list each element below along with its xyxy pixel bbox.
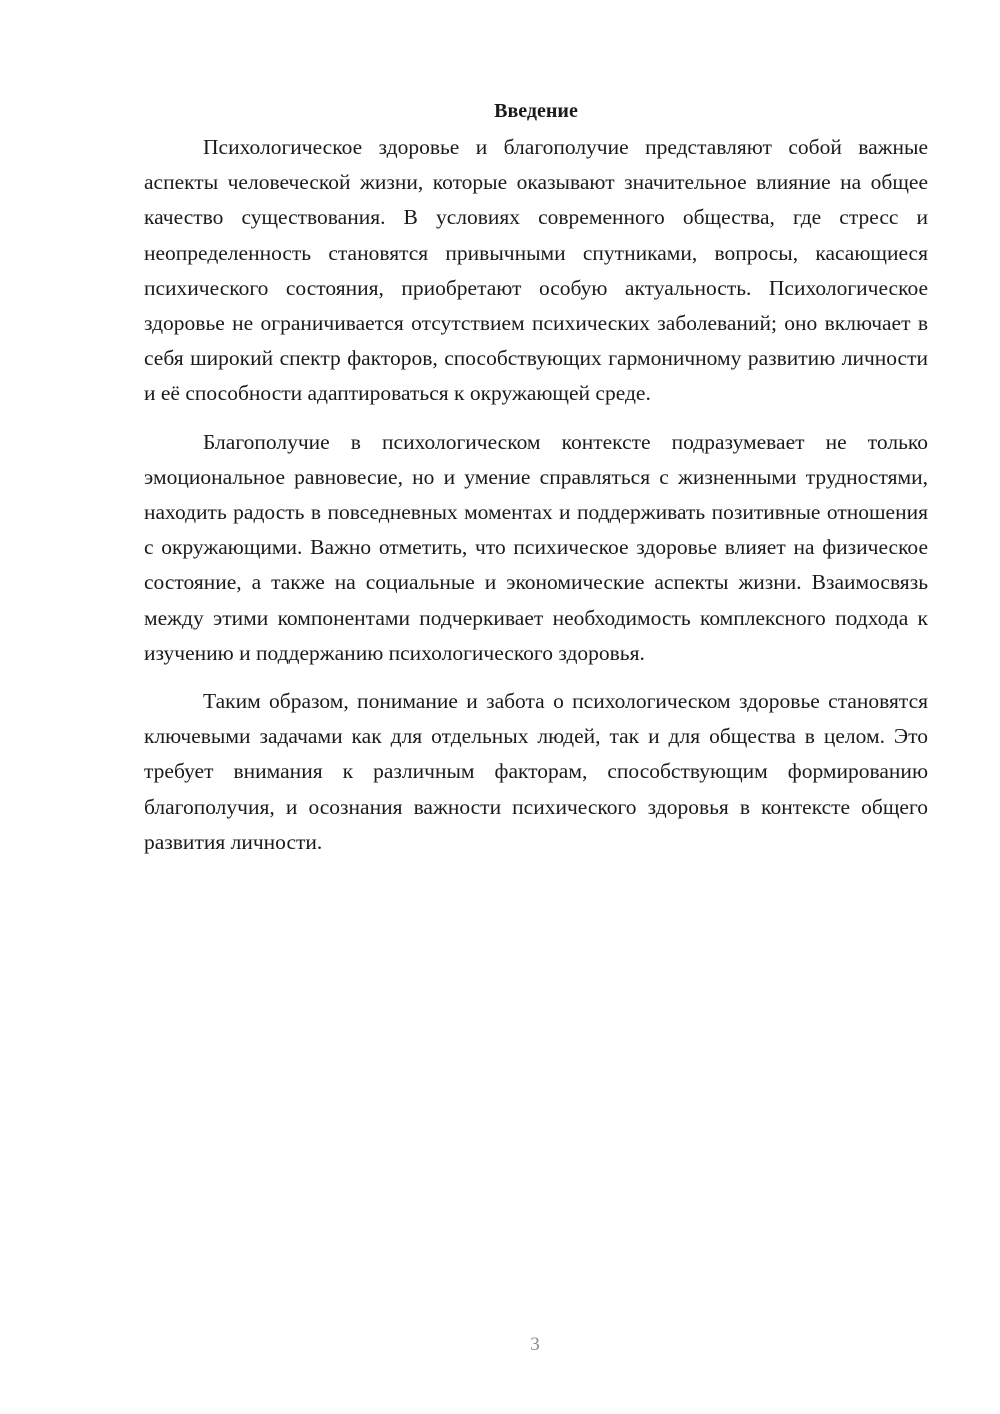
paragraph-1: Психологическое здоровье и благополучие представляют собой важные аспекты человеческой жизни, которые оказывают значительное влияние на общее качество существования. В условиях современного общества, где стресс и неопределенность становятся привычными спутниками, вопросы, касающиеся психического состояния, приобретают особую актуальность. Психологическое здоровье не ограничивается отсутствием психических заболеваний; оно включает в себя широкий спектр факторов, способствующих гармоничному развитию личности и её способности адаптироваться к окружающей среде. — [144, 135, 928, 406]
paragraph-3: Таким образом, понимание и забота о психологическом здоровье становятся ключевыми задачами как для отдельных людей, так и для общества в целом. Это требует внимания к различным факторам, способствующим формированию благополучия, и осознания важности психического здоровья в контексте общего развития личности. — [144, 689, 928, 854]
page-number: 3 — [530, 1334, 540, 1355]
section-heading: Введение — [494, 100, 578, 122]
paragraph-2: Благополучие в психологическом контексте подразумевает не только эмоциональное равновесие, но и умение справляться с жизненными трудностями, находить радость в повседневных моментах и поддерживать позитивные отношения с окружающими. Важно отметить, что психическое здоровье влияет на физическое состояние, а также на социальные и экономические аспекты жизни. Взаимосвязь между этими компонентами подчеркивает необходимость комплексного подхода к изучению и поддержанию психологического здоровья. — [144, 429, 928, 665]
page-content — [144, 96, 928, 873]
